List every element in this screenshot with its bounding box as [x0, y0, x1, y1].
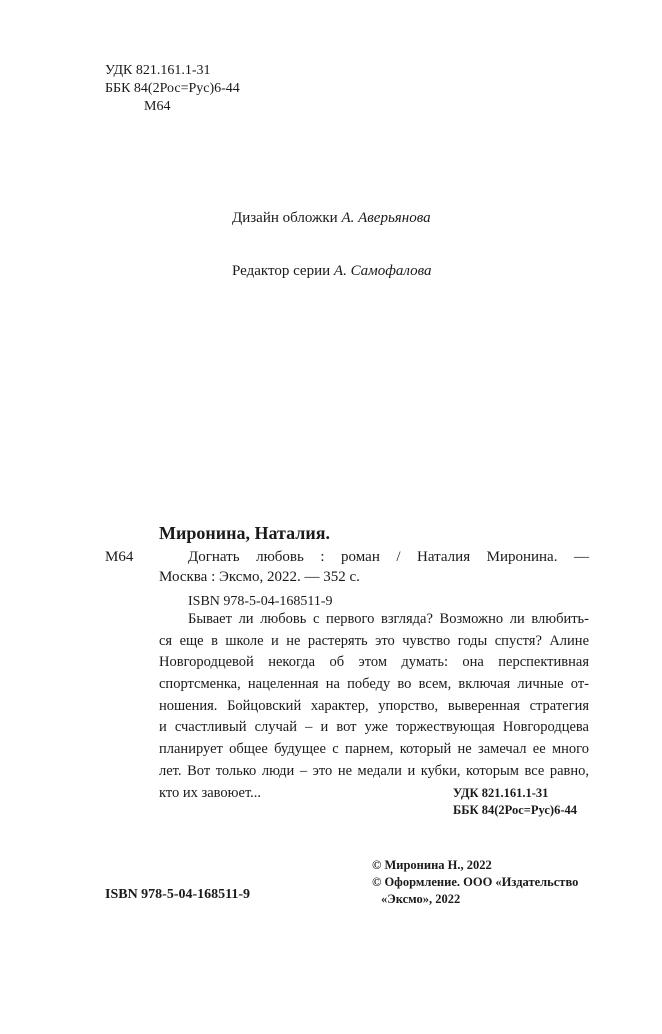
annotation-line: Бывает ли любовь с первого взгляда? Возможно ли влюбить-: [188, 611, 589, 627]
credits: [232, 208, 432, 281]
annotation-line: кто их завоюет...: [159, 784, 262, 801]
isbn-footer: ISBN 978-5-04-168511-9: [105, 887, 251, 902]
annotation-line: ся еще в школе и не растерять это чувство годы спустя? Алине: [159, 632, 589, 649]
copyright-design-line-1: © Оформление. ООО «Издательство: [372, 875, 579, 889]
annotation: [159, 609, 589, 804]
cover-design-label: Дизайн обложки: [232, 210, 338, 226]
annotation-line: лет. Вот только люди – это не медали и кубки, которым все равно,: [159, 762, 589, 779]
catalog-isbn: ISBN 978-5-04-168511-9: [188, 594, 333, 609]
catalog-author: Миронина, Наталия.: [159, 523, 330, 543]
cover-design-credit: [232, 208, 432, 228]
udk-code: УДК 821.161.1-31: [105, 63, 211, 78]
bbk-code-bottom: ББК 84(2Рос=Рус)6-44: [453, 803, 577, 817]
cover-designer-name: А. Аверьянова: [341, 210, 431, 226]
author-mark: М64: [144, 99, 171, 114]
series-editor-label: Редактор серии: [232, 263, 331, 279]
catalog-title-line-1: Догнать любовь : роман / Наталия Миронина. —: [188, 549, 589, 565]
series-editor-credit: [232, 261, 432, 281]
copyright-author: © Миронина Н., 2022: [372, 858, 492, 872]
annotation-line: спортсменка, нацеленная на победу во всем, включая личные от-: [159, 676, 589, 693]
annotation-line: и счастливый случай – и вот уже торжествующая Новгородцева: [159, 719, 589, 736]
copyright-design-line-2: «Эксмо», 2022: [381, 892, 461, 906]
catalog-author-mark: М64: [105, 549, 134, 565]
udk-top-block: [105, 62, 240, 116]
series-editor-name: А. Самофалова: [333, 263, 432, 279]
bbk-code: ББК 84(2Рос=Рус)6-44: [105, 81, 240, 96]
annotation-line: ношения. Бойцовский характер, упорство, выверенная стратегия: [159, 697, 589, 714]
annotation-line: Новгородцевой некогда об этом думать: она перспективная: [159, 654, 589, 671]
classification-block: [453, 785, 577, 819]
annotation-line: планирует общее будущее с парнем, который не замечал ее много: [159, 741, 589, 758]
catalog-title-line-2: Москва : Эксмо, 2022. — 352 с.: [159, 569, 360, 585]
udk-code-bottom: УДК 821.161.1-31: [453, 786, 549, 800]
copyright-block: [372, 857, 578, 908]
